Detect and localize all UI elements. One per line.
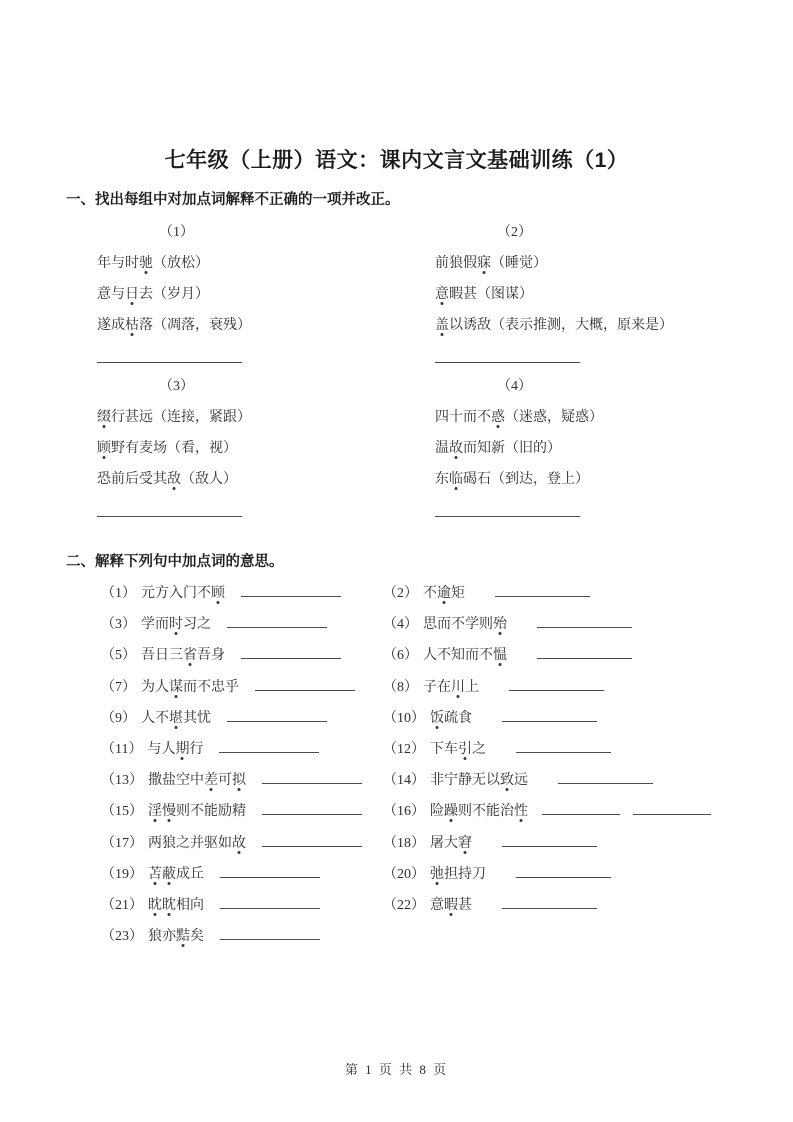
item-row [383, 734, 723, 765]
item-number: （14） [383, 773, 425, 789]
answer-blank [219, 739, 319, 753]
item-text: 为人谋而不忠乎 [141, 679, 239, 695]
item-row [383, 828, 723, 859]
item-number: （11） [101, 741, 143, 757]
item-text: 学而时习之 [141, 617, 211, 633]
items-right-column [383, 578, 723, 921]
item-row [101, 672, 383, 703]
item-text: 苫蔽成丘 [148, 866, 204, 882]
phrase-line: 年与时驰（放松） [97, 256, 209, 271]
item-row [101, 828, 383, 859]
answer-blank [633, 801, 711, 815]
item-row [383, 703, 723, 734]
item-text: 险躁则不能治性 [430, 804, 528, 820]
item-text: 两狼之并驱如故 [148, 835, 246, 851]
group-3-label: （3） [159, 379, 194, 394]
phrase-line: 四十而不惑（迷惑，疑惑） [435, 410, 603, 425]
group-4-answer-line [435, 498, 770, 529]
item-text: 狼亦黠矣 [148, 929, 204, 945]
item-text: 思而不学则殆 [423, 617, 507, 633]
item-text: 元方入门不顾 [141, 586, 225, 601]
item-row [101, 921, 383, 952]
item-row [383, 765, 723, 796]
item-text: 子在川上 [423, 679, 479, 695]
answer-blank [435, 349, 580, 363]
item-number: （13） [101, 773, 143, 789]
item-number: （15） [101, 804, 143, 820]
answer-blank [241, 645, 341, 659]
phrase-line: 意暇甚（图谋） [435, 287, 533, 302]
item-number: （18） [383, 835, 425, 851]
item-row [383, 796, 723, 827]
section-1-heading: 一、找出每组中对加点词解释不正确的一项并改正。 [66, 192, 400, 208]
answer-blank [220, 895, 320, 909]
group-4 [435, 371, 770, 529]
answer-blank [97, 503, 242, 517]
answer-blank [495, 583, 590, 597]
item-number: （22） [383, 897, 425, 913]
item-number: （17） [101, 835, 143, 851]
item-number: （23） [101, 929, 143, 945]
section-2-heading: 二、解释下列句中加点词的意思。 [66, 554, 284, 570]
answer-blank [97, 349, 242, 363]
item-text: 撒盐空中差可拟 [148, 773, 246, 789]
answer-blank [255, 677, 355, 691]
item-row [101, 578, 383, 609]
item-number: （9） [101, 710, 136, 726]
item-text: 与人期行 [147, 741, 204, 757]
item-text: 不逾矩 [423, 586, 465, 601]
phrase-line: 东临碣石（到达，登上） [435, 472, 589, 487]
item-row [383, 609, 723, 640]
phrase-line: 缀行甚远（连接，紧跟） [97, 410, 251, 425]
item-number: （4） [383, 617, 418, 633]
answer-blank [435, 503, 580, 517]
answer-blank [227, 708, 327, 722]
item-row [383, 578, 723, 609]
item-number: （21） [101, 897, 143, 913]
item-row [101, 890, 383, 921]
page-footer [0, 1059, 793, 1078]
answer-blank [516, 739, 611, 753]
page-title: 七年级（上册）语文：课内文言文基础训练（1） [164, 149, 629, 172]
items-left-column [101, 578, 383, 952]
item-text: 屠大窘 [430, 835, 472, 851]
item-text: 淫慢则不能励精 [148, 804, 246, 820]
answer-blank [502, 708, 597, 722]
item-number: （10） [383, 710, 425, 726]
item-text: 弛担持刀 [430, 866, 486, 882]
phrase-line: 盖以诱敌（表示推测，大概，原来是） [435, 318, 673, 333]
group-2-label: （2） [497, 225, 532, 240]
answer-blank [558, 770, 653, 784]
item-number: （2） [383, 586, 418, 601]
item-text: 下车引之 [430, 741, 486, 757]
item-number: （3） [101, 617, 136, 633]
phrase-line: 前狼假寐（睡觉） [435, 256, 547, 271]
answer-blank [537, 645, 632, 659]
item-row [383, 859, 723, 890]
answer-blank [537, 614, 632, 628]
item-text: 饭疏食 [430, 710, 472, 726]
item-row [383, 672, 723, 703]
answer-blank [509, 677, 604, 691]
group-3-answer-line [97, 498, 432, 529]
answer-blank [220, 864, 320, 878]
item-row [101, 765, 383, 796]
item-row [101, 640, 383, 671]
item-number: （7） [101, 679, 136, 695]
item-number: （16） [383, 804, 425, 820]
item-number: （6） [383, 648, 418, 664]
page-number-label: 第 1 页 共 8 页 [344, 1062, 449, 1077]
phrase-line: 顾野有麦场（看，视） [97, 441, 237, 456]
group-1 [97, 217, 432, 375]
item-number: （5） [101, 648, 136, 664]
item-number: （1） [101, 586, 136, 601]
item-row [101, 609, 383, 640]
item-number: （12） [383, 741, 425, 757]
item-text: 眈眈相向 [148, 897, 204, 913]
phrase-line: 意与日去（岁月） [97, 287, 209, 302]
group-2 [435, 217, 770, 375]
phrase-line: 遂成枯落（凋落，衰残） [97, 318, 251, 333]
item-number: （20） [383, 866, 425, 882]
answer-blank [542, 801, 620, 815]
item-number: （19） [101, 866, 143, 882]
group-1-label: （1） [159, 225, 194, 240]
item-text: 人不知而不愠 [423, 648, 507, 664]
phrase-line: 恐前后受其敌（敌人） [97, 472, 237, 487]
item-number: （8） [383, 679, 418, 695]
answer-blank [241, 583, 341, 597]
answer-blank [516, 864, 611, 878]
item-row [101, 796, 383, 827]
answer-blank [502, 833, 597, 847]
item-row [101, 703, 383, 734]
group-3 [97, 371, 432, 529]
answer-blank [262, 833, 362, 847]
group-4-label: （4） [497, 379, 532, 394]
answer-blank [262, 770, 362, 784]
answer-blank [262, 801, 362, 815]
phrase-line: 温故而知新（旧的） [435, 441, 561, 456]
item-text: 意暇甚 [430, 897, 472, 913]
item-text: 非宁静无以致远 [430, 773, 528, 789]
answer-blank [220, 926, 320, 940]
item-row [101, 734, 383, 765]
item-row [101, 859, 383, 890]
item-row [383, 890, 723, 921]
item-text: 吾日三省吾身 [141, 648, 225, 664]
answer-blank [227, 614, 327, 628]
item-text: 人不堪其忧 [141, 710, 211, 726]
answer-blank [502, 895, 597, 909]
item-row [383, 640, 723, 671]
